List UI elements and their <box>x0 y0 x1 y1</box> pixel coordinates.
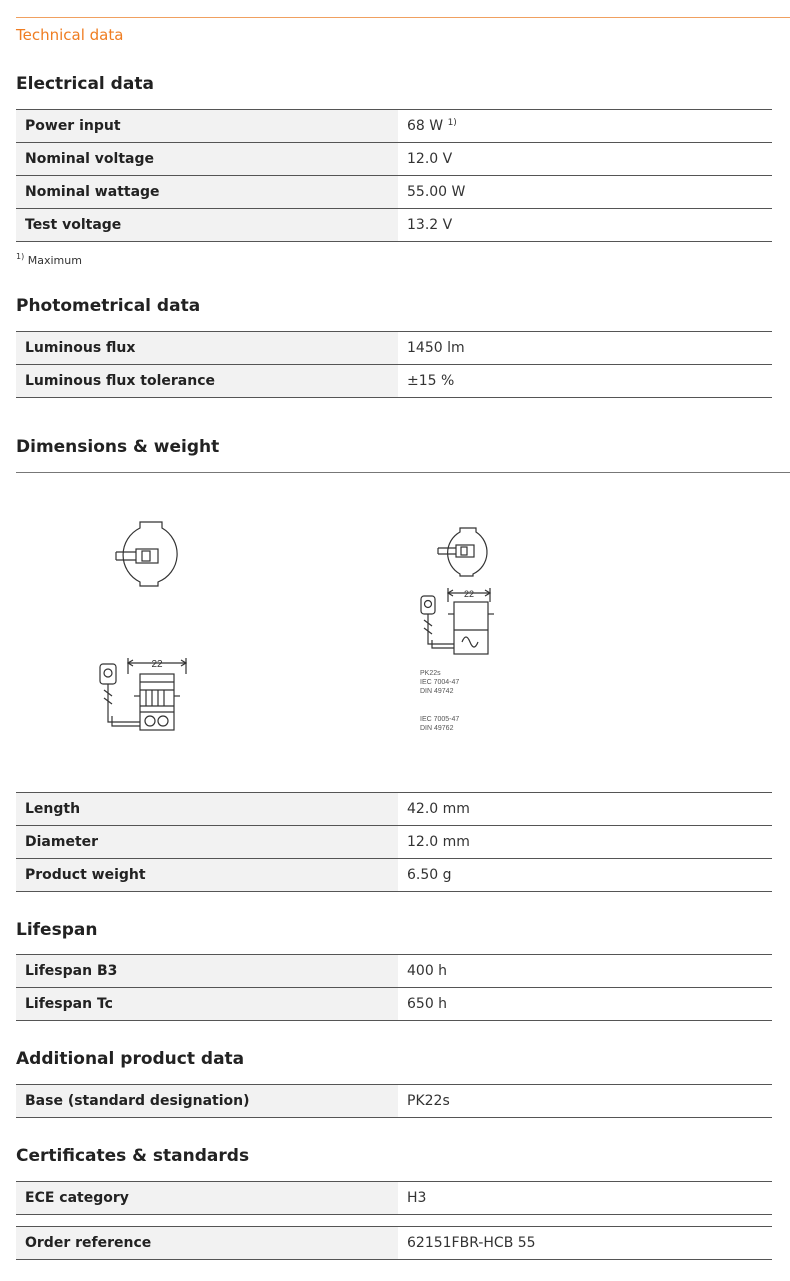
left-dimension-label: 22 <box>151 659 163 670</box>
row-value: 650 h <box>398 988 772 1021</box>
row-label: Power input <box>16 110 398 143</box>
certificates-table <box>16 1181 772 1215</box>
section-overline: Technical data <box>16 26 124 44</box>
order-reference-table <box>16 1226 772 1260</box>
photometrical-data-heading: Photometrical data <box>16 296 201 316</box>
row-label: Length <box>16 793 398 826</box>
row-value: 62151FBR-HCB 55 <box>398 1227 772 1260</box>
row-label: Order reference <box>16 1227 398 1260</box>
right-base-side-view <box>421 588 494 654</box>
standard-label: IEC 7004-47 <box>420 679 460 686</box>
row-value: 42.0 mm <box>398 793 772 826</box>
row-value: H3 <box>398 1182 772 1215</box>
row-value: PK22s <box>398 1085 772 1118</box>
table-row <box>16 859 772 892</box>
table-row <box>16 955 772 988</box>
electrical-data-heading: Electrical data <box>16 74 154 94</box>
row-label: Nominal voltage <box>16 143 398 176</box>
row-value: 1450 lm <box>398 332 772 365</box>
lifespan-table <box>16 954 772 1021</box>
row-value: 13.2 V <box>398 209 772 242</box>
row-label: Luminous flux tolerance <box>16 365 398 398</box>
additional-data-heading: Additional product data <box>16 1049 245 1069</box>
left-base-side-view <box>100 658 186 730</box>
dimensions-table <box>16 792 772 892</box>
table-row <box>16 1227 772 1260</box>
row-value: 6.50 g <box>398 859 772 892</box>
footnote-text: Maximum <box>27 254 82 267</box>
table-row <box>16 988 772 1021</box>
footnote-ref: 1) <box>447 118 457 128</box>
row-value: 12.0 mm <box>398 826 772 859</box>
table-row <box>16 1182 772 1215</box>
standard-label: DIN 49742 <box>420 688 454 695</box>
row-label: Luminous flux <box>16 332 398 365</box>
left-base-top-view <box>116 522 177 586</box>
row-value: ±15 % <box>398 365 772 398</box>
row-label: Diameter <box>16 826 398 859</box>
row-label: Test voltage <box>16 209 398 242</box>
table-row <box>16 826 772 859</box>
dimensions-heading: Dimensions & weight <box>16 437 220 457</box>
right-base-top-view <box>438 528 487 576</box>
row-value: 12.0 V <box>398 143 772 176</box>
row-label: Base (standard designation) <box>16 1085 398 1118</box>
row-label: Lifespan Tc <box>16 988 398 1021</box>
right-dimension-label: 22 <box>463 589 475 599</box>
table-row <box>16 793 772 826</box>
row-label: Product weight <box>16 859 398 892</box>
row-label: Lifespan B3 <box>16 955 398 988</box>
lifespan-heading: Lifespan <box>16 920 98 940</box>
standard-label: IEC 7005-47 <box>420 716 460 723</box>
standard-label: PK22s <box>420 670 441 677</box>
row-value: 400 h <box>398 955 772 988</box>
table-row <box>16 1085 772 1118</box>
value-text: 68 W <box>407 118 444 134</box>
row-value: 55.00 W <box>398 176 772 209</box>
additional-data-table <box>16 1084 772 1118</box>
footnote-mark: 1) <box>16 252 25 261</box>
standard-label: DIN 49762 <box>420 725 454 732</box>
certificates-heading: Certificates & standards <box>16 1146 250 1166</box>
row-label: Nominal wattage <box>16 176 398 209</box>
row-label: ECE category <box>16 1182 398 1215</box>
